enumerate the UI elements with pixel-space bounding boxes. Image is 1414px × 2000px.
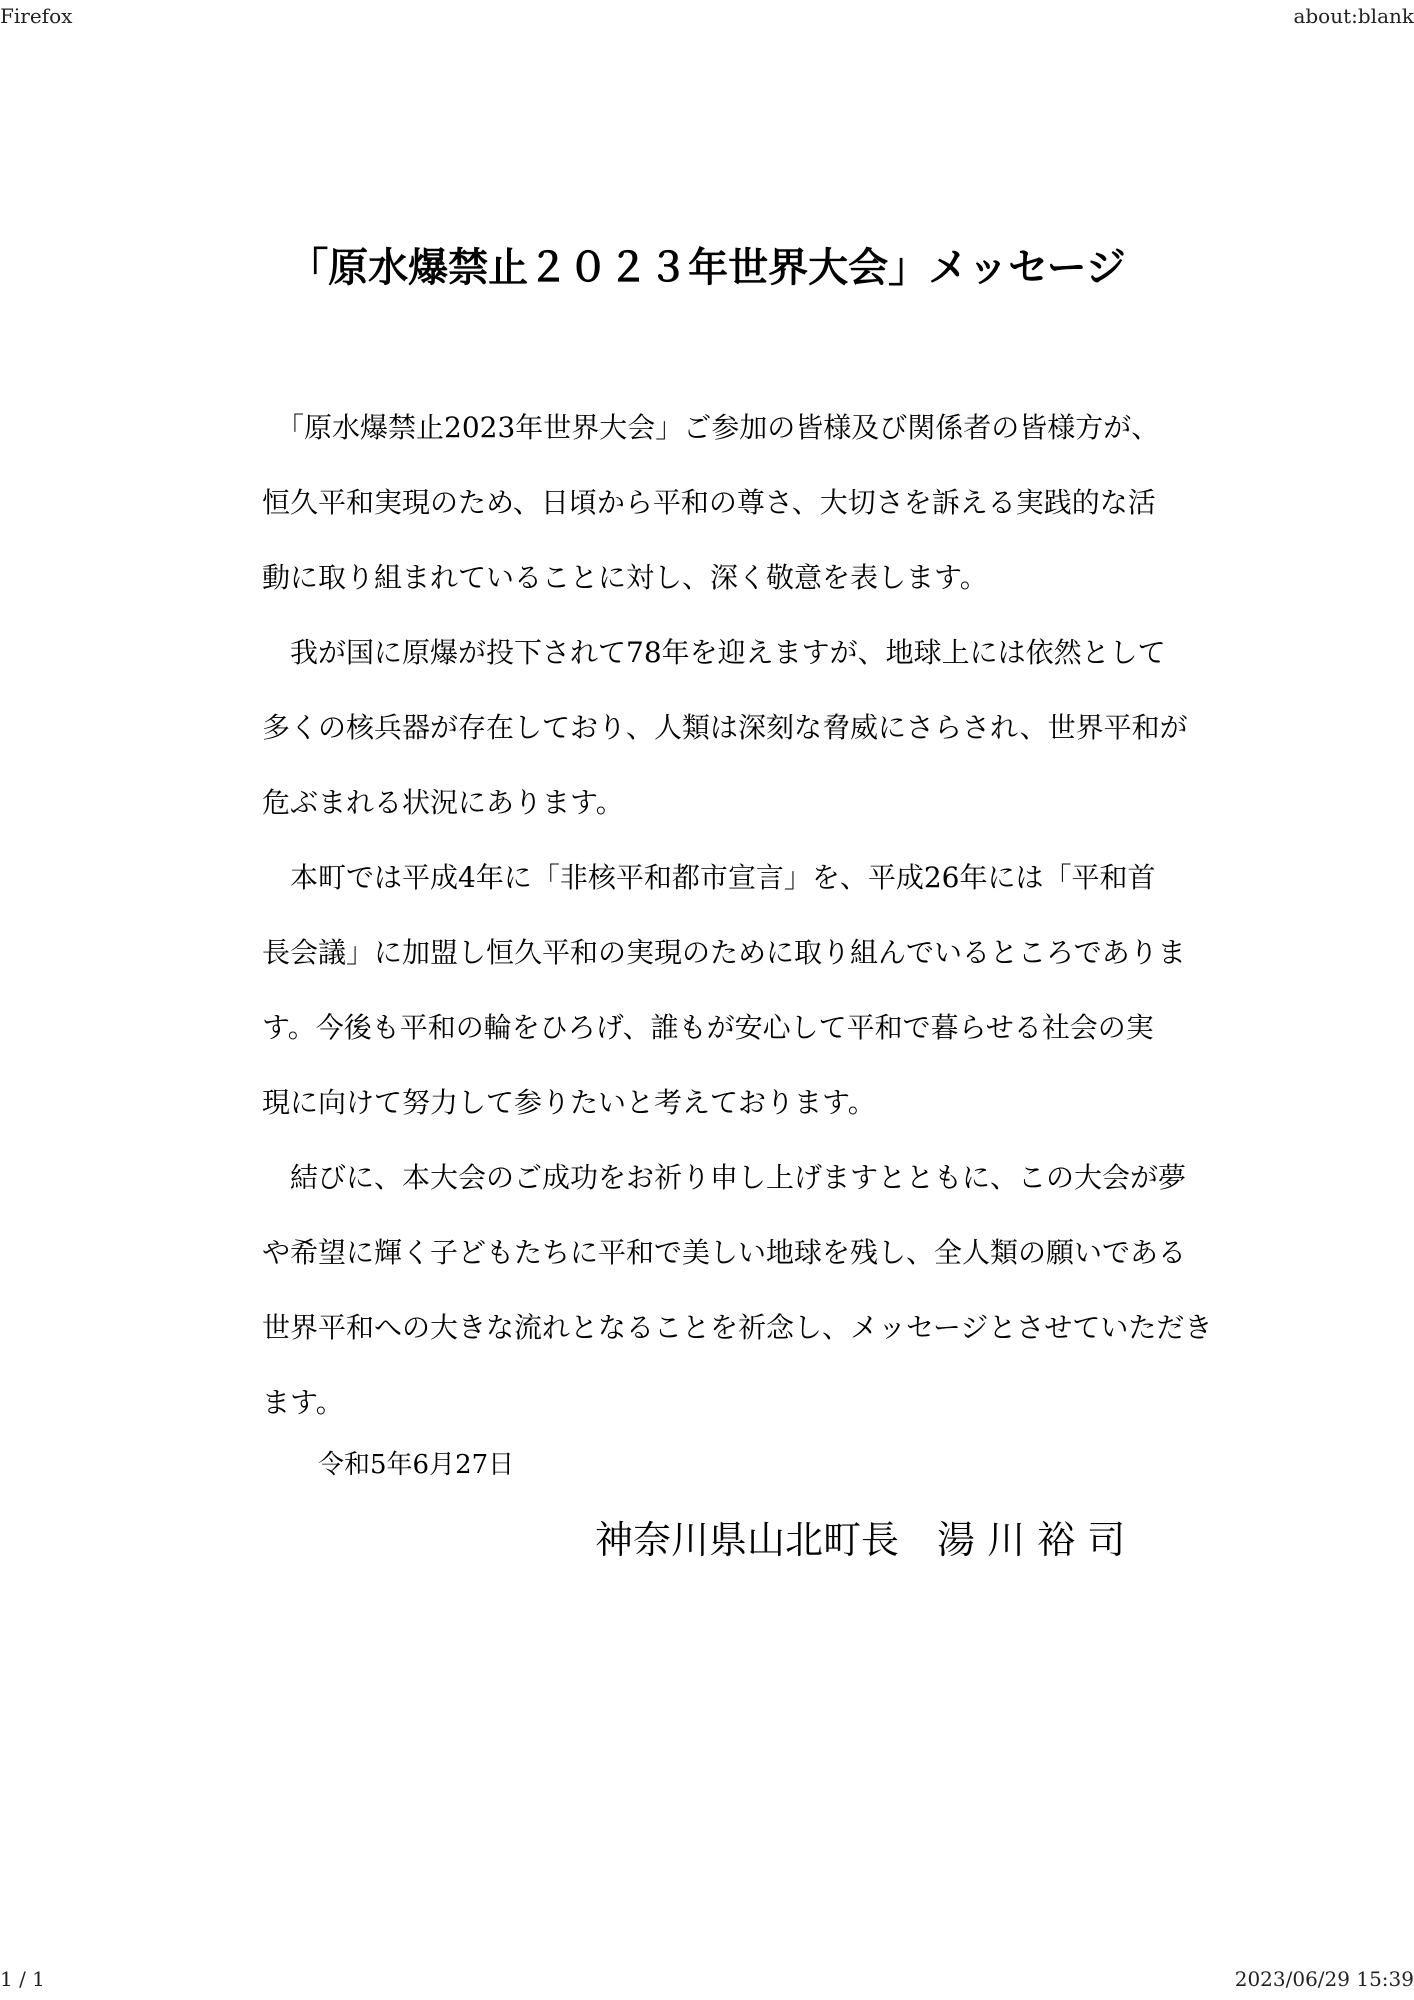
body-line: 恒久平和実現のため、日頃から平和の尊さ、大切さを訴える実践的な活 [262, 486, 1156, 519]
print-timestamp: 2023/06/29 15:39 [1234, 1967, 1414, 1991]
body-line: 本町では平成4年に「非核平和都市宣言」を、平成26年には「平和首 [262, 861, 1156, 894]
print-footer [0, 1967, 1414, 1997]
body-line: 長会議」に加盟し恒久平和の実現のために取り組んでいるところでありま [262, 936, 1186, 969]
print-header [0, 4, 1414, 34]
page-url: about:blank [1293, 4, 1414, 28]
body-line: 多くの核兵器が存在しており、人類は深刻な脅威にさらされ、世界平和が [262, 711, 1188, 744]
body-line: 危ぶまれる状況にあります。 [262, 786, 624, 819]
body-line: 結びに、本大会のご成功をお祈り申し上げますとともに、この大会が夢 [262, 1161, 1187, 1194]
browser-name: Firefox [0, 4, 73, 28]
signature: 神奈川県山北町長 湯 川 裕 司 [595, 1518, 1126, 1562]
page-number: 1 / 1 [0, 1967, 45, 1991]
document-title: 「原水爆禁止２０２３年世界大会」メッセージ [288, 245, 1126, 291]
body-line: す。今後も平和の輪をひろげ、誰もが安心して平和で暮らせる社会の実 [262, 1011, 1154, 1044]
message-body [262, 390, 1213, 1440]
body-line: 世界平和への大きな流れとなることを祈念し、メッセージとさせていただき [262, 1311, 1213, 1344]
body-line: や希望に輝く子どもたちに平和で美しい地球を残し、全人類の願いである [262, 1236, 1187, 1269]
body-line: 我が国に原爆が投下されて78年を迎えますが、地球上には依然として [262, 636, 1166, 669]
body-line: 動に取り組まれていることに対し、深く敬意を表します。 [262, 561, 988, 594]
document-date: 令和5年6月27日 [318, 1450, 515, 1480]
body-line: ます。 [262, 1386, 344, 1419]
body-line: 「原水爆禁止2023年世界大会」ご参加の皆様及び関係者の皆様方が、 [262, 411, 1160, 444]
body-line: 現に向けて努力して参りたいと考えております。 [262, 1086, 876, 1119]
